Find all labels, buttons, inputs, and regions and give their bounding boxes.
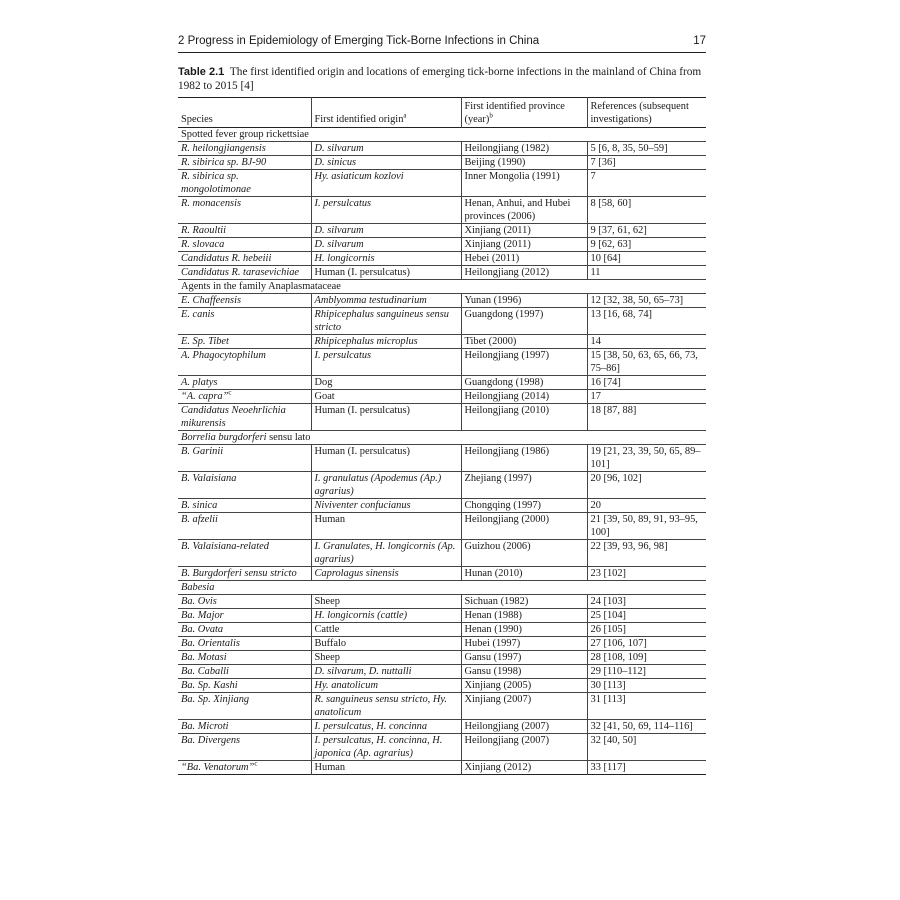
table-row xyxy=(178,513,706,540)
footnote-c: c xyxy=(228,388,232,397)
group-label-italic: Borrelia burgdorferi xyxy=(181,432,267,443)
origin-cell: Sheep xyxy=(311,595,461,609)
table-row xyxy=(178,349,706,376)
province-cell: Heilongjiang (2000) xyxy=(461,513,587,540)
province-cell: Guangdong (1997) xyxy=(461,308,587,335)
references-cell: 7 [36] xyxy=(590,157,616,168)
table-row xyxy=(178,266,706,280)
group-label: Spotted fever group rickettsiae xyxy=(178,128,706,142)
table-row xyxy=(178,499,706,513)
province-cell: Henan, Anhui, and Hubei provinces (2006) xyxy=(461,197,587,224)
origin-cell: Human (I. persulcatus) xyxy=(311,266,461,280)
table-row xyxy=(178,720,706,734)
references-cell: 31 [113] xyxy=(590,694,626,705)
species-name: Ba. Major xyxy=(181,610,224,621)
species-name: Candidatus Neoehrlichia mikurensis xyxy=(181,405,286,429)
references-cell: 25 [104] xyxy=(590,610,626,621)
references-cell: 16 [74] xyxy=(590,377,621,388)
table-row xyxy=(178,335,706,349)
species-name: B. sinica xyxy=(181,500,218,511)
province-cell: Tibet (2000) xyxy=(461,335,587,349)
province-cell: Heilongjiang (2007) xyxy=(461,734,587,761)
origin-cell: Rhipicephalus microplus xyxy=(311,335,461,349)
table-label: Table 2.1 xyxy=(178,66,225,78)
page-number: 17 xyxy=(693,35,706,47)
province-cell: Chongqing (1997) xyxy=(461,499,587,513)
footnote-c: c xyxy=(254,759,258,768)
province-cell: Heilongjiang (1982) xyxy=(461,142,587,156)
origin-cell: I. persulcatus xyxy=(311,197,461,224)
species-cell xyxy=(178,224,311,238)
group-label: Borrelia burgdorferi sensu lato xyxy=(178,431,706,445)
references-cell: 32 [40, 50] xyxy=(590,735,637,746)
origin-cell: D. silvarum, D. nuttalli xyxy=(311,665,461,679)
references-cell: 5 [6, 8, 35, 50–59] xyxy=(590,143,668,154)
table-row xyxy=(178,390,706,404)
references-cell: 22 [39, 93, 96, 98] xyxy=(590,541,668,552)
species-name: R. sibirica sp. BJ-90 xyxy=(181,157,267,168)
species-cell xyxy=(178,623,311,637)
origin-cell: Hy. asiaticum kozlovi xyxy=(311,170,461,197)
province-cell: Heilongjiang (2007) xyxy=(461,720,587,734)
references-cell: 28 [108, 109] xyxy=(590,652,647,663)
province-cell: Gansu (1998) xyxy=(461,665,587,679)
species-cell xyxy=(178,513,311,540)
table-row xyxy=(178,156,706,170)
origin-cell: Human xyxy=(311,513,461,540)
species-name: Ba. Motasi xyxy=(181,652,227,663)
province-cell: Xinjiang (2007) xyxy=(461,693,587,720)
province-cell: Sichuan (1982) xyxy=(461,595,587,609)
species-name: B. Burgdorferi sensu stricto xyxy=(181,568,297,579)
references-cell: 21 [39, 50, 89, 91, 93–95, 100] xyxy=(590,514,698,538)
province-cell: Hebei (2011) xyxy=(461,252,587,266)
species-name: E. canis xyxy=(181,309,215,320)
species-cell xyxy=(178,651,311,665)
references-cell: 20 xyxy=(590,500,601,511)
species-name: R. sibirica sp. mongolotimonae xyxy=(181,171,251,195)
province-cell: Xinjiang (2011) xyxy=(461,224,587,238)
origin-cell: R. sanguineus sensu stricto, Hy. anatolicum xyxy=(311,693,461,720)
table-row xyxy=(178,294,706,308)
references-cell: 7 xyxy=(590,171,596,182)
species-cell xyxy=(178,665,311,679)
table-row xyxy=(178,376,706,390)
origin-cell: Sheep xyxy=(311,651,461,665)
table-row xyxy=(178,623,706,637)
province-cell: Xinjiang (2005) xyxy=(461,679,587,693)
species-cell xyxy=(178,390,311,404)
origin-cell: D. silvarum xyxy=(311,238,461,252)
species-cell xyxy=(178,720,311,734)
references-cell: 13 [16, 68, 74] xyxy=(590,309,652,320)
references-cell: 30 [113] xyxy=(590,680,626,691)
references-cell: 18 [87, 88] xyxy=(590,405,637,416)
origin-cell: Buffalo xyxy=(311,637,461,651)
species-name: Ba. Sp. Kashi xyxy=(181,680,238,691)
species-cell xyxy=(178,761,311,775)
species-name: Candidatus R. hebeiii xyxy=(181,253,272,264)
species-name: E. Chaffeensis xyxy=(181,295,242,306)
province-cell: Guangdong (1998) xyxy=(461,376,587,390)
origin-cell: I. persulcatus, H. concinna xyxy=(311,720,461,734)
references-cell: 29 [110–112] xyxy=(590,666,647,677)
references-cell: 27 [106, 107] xyxy=(590,638,647,649)
origin-cell: D. sinicus xyxy=(311,156,461,170)
species-cell xyxy=(178,609,311,623)
species-name: A. platys xyxy=(181,377,218,388)
species-name: Ba. Divergens xyxy=(181,735,241,746)
table-row xyxy=(178,651,706,665)
group-row xyxy=(178,581,706,595)
origin-cell: D. silvarum xyxy=(311,142,461,156)
province-cell: Beijing (1990) xyxy=(461,156,587,170)
species-cell xyxy=(178,252,311,266)
origin-cell: H. longicornis xyxy=(311,252,461,266)
species-name: R. monacensis xyxy=(181,198,242,209)
species-cell xyxy=(178,170,311,197)
table-header-row xyxy=(178,98,706,128)
species-name: Ba. Caballi xyxy=(181,666,229,677)
species-name: Ba. Ovis xyxy=(181,596,217,607)
table-row xyxy=(178,540,706,567)
table-row xyxy=(178,472,706,499)
species-name: Ba. Sp. Xinjiang xyxy=(181,694,250,705)
group-row xyxy=(178,431,706,445)
province-cell: Hunan (2010) xyxy=(461,567,587,581)
references-cell: 15 [38, 50, 63, 65, 66, 73, 75–86] xyxy=(590,350,698,374)
species-name: E. Sp. Tibet xyxy=(181,336,229,347)
table-row xyxy=(178,734,706,761)
origin-cell: H. longicornis (cattle) xyxy=(311,609,461,623)
species-cell xyxy=(178,142,311,156)
references-cell: 26 [105] xyxy=(590,624,626,635)
table-row xyxy=(178,170,706,197)
species-name: “A. capra” xyxy=(181,391,229,402)
table-row xyxy=(178,445,706,472)
species-cell xyxy=(178,734,311,761)
chapter-title: 2 Progress in Epidemiology of Emerging Tick-Borne Infections in China xyxy=(178,35,540,47)
header-origin: First identified origin$^a$ xyxy=(311,98,461,128)
footnote-b: b xyxy=(489,111,493,120)
running-head xyxy=(178,34,706,53)
table-row xyxy=(178,197,706,224)
species-cell xyxy=(178,637,311,651)
species-name: B. Valaisiana xyxy=(181,473,237,484)
province-cell: Guizhou (2006) xyxy=(461,540,587,567)
species-cell xyxy=(178,376,311,390)
province-cell: Henan (1990) xyxy=(461,623,587,637)
species-name: Ba. Microti xyxy=(181,721,229,732)
group-row xyxy=(178,128,706,142)
species-cell xyxy=(178,335,311,349)
species-name: “Ba. Venatorum” xyxy=(181,762,255,773)
species-cell xyxy=(178,349,311,376)
group-label: Agents in the family Anaplasmataceae xyxy=(178,280,706,294)
species-cell xyxy=(178,679,311,693)
header-province: First identified province (year)$^b$ xyxy=(461,98,587,128)
table-row xyxy=(178,142,706,156)
province-cell: Heilongjiang (2012) xyxy=(461,266,587,280)
origin-cell: Cattle xyxy=(311,623,461,637)
species-cell xyxy=(178,472,311,499)
province-cell: Inner Mongolia (1991) xyxy=(461,170,587,197)
references-cell: 9 [37, 61, 62] xyxy=(590,225,647,236)
origin-cell: Rhipicephalus sanguineus sensu stricto xyxy=(311,308,461,335)
references-cell: 19 [21, 23, 39, 50, 65, 89–101] xyxy=(590,446,701,470)
footnote-a: a xyxy=(403,111,407,120)
species-name: Candidatus R. tarasevichiae xyxy=(181,267,300,278)
table-caption xyxy=(178,66,706,93)
references-cell: 11 xyxy=(590,267,601,278)
group-label: Babesia xyxy=(178,581,706,595)
species-cell xyxy=(178,197,311,224)
species-name: B. Valaisiana-related xyxy=(181,541,269,552)
species-cell xyxy=(178,238,311,252)
species-name: R. slovaca xyxy=(181,239,225,250)
species-name: A. Phagocytophilum xyxy=(181,350,266,361)
province-cell: Heilongjiang (2010) xyxy=(461,404,587,431)
references-cell: 10 [64] xyxy=(590,253,621,264)
references-cell: 17 xyxy=(590,391,601,402)
references-cell: 32 [41, 50, 69, 114–116] xyxy=(590,721,693,732)
references-cell: 8 [58, 60] xyxy=(590,198,632,209)
origin-cell: I. persulcatus xyxy=(311,349,461,376)
origin-cell: I. granulatus (Apodemus (Ap.) agrarius) xyxy=(311,472,461,499)
province-cell: Gansu (1997) xyxy=(461,651,587,665)
origin-cell: Human (I. persulcatus) xyxy=(311,445,461,472)
references-cell: 20 [96, 102] xyxy=(590,473,642,484)
origin-cell: Amblyomma testudinarium xyxy=(311,294,461,308)
references-cell: 33 [117] xyxy=(590,762,626,773)
table-body xyxy=(178,128,706,775)
header-references: References (subsequent investigations) xyxy=(590,101,689,125)
table-row xyxy=(178,567,706,581)
species-name: Ba. Orientalis xyxy=(181,638,240,649)
group-row xyxy=(178,280,706,294)
table-row xyxy=(178,252,706,266)
table-row xyxy=(178,637,706,651)
table-row xyxy=(178,693,706,720)
references-cell: 14 xyxy=(590,336,601,347)
species-cell xyxy=(178,595,311,609)
table-row xyxy=(178,609,706,623)
references-cell: 12 [32, 38, 50, 65–73] xyxy=(590,295,684,306)
species-name: R. heilongjiangensis xyxy=(181,143,266,154)
origin-cell: Human xyxy=(311,761,461,775)
origin-cell: I. Granulates, H. longicornis (Ap. agrarius) xyxy=(311,540,461,567)
table-row xyxy=(178,595,706,609)
table-row xyxy=(178,679,706,693)
species-cell xyxy=(178,567,311,581)
species-cell xyxy=(178,266,311,280)
header-species: Species xyxy=(178,98,311,128)
references-cell: 23 [102] xyxy=(590,568,626,579)
references-cell: 24 [103] xyxy=(590,596,626,607)
province-cell: Heilongjiang (2014) xyxy=(461,390,587,404)
species-cell xyxy=(178,445,311,472)
species-name: Ba. Ovata xyxy=(181,624,224,635)
origin-cell: Goat xyxy=(311,390,461,404)
province-cell: Henan (1988) xyxy=(461,609,587,623)
province-cell: Heilongjiang (1986) xyxy=(461,445,587,472)
origin-cell: Hy. anatolicum xyxy=(311,679,461,693)
province-cell: Heilongjiang (1997) xyxy=(461,349,587,376)
province-cell: Yunan (1996) xyxy=(461,294,587,308)
table-row xyxy=(178,308,706,335)
species-cell xyxy=(178,294,311,308)
species-cell xyxy=(178,404,311,431)
species-cell xyxy=(178,693,311,720)
species-cell xyxy=(178,540,311,567)
origin-cell: Human (I. persulcatus) xyxy=(311,404,461,431)
species-cell xyxy=(178,308,311,335)
species-name: B. Garinii xyxy=(181,446,224,457)
province-cell: Zhejiang (1997) xyxy=(461,472,587,499)
origin-cell: Niviventer confucianus xyxy=(311,499,461,513)
table-row xyxy=(178,665,706,679)
origin-cell: Caprolagus sinensis xyxy=(311,567,461,581)
province-cell: Xinjiang (2012) xyxy=(461,761,587,775)
species-cell xyxy=(178,156,311,170)
species-cell xyxy=(178,499,311,513)
origin-cell: I. persulcatus, H. concinna, H. japonica (Ap. agrarius) xyxy=(311,734,461,761)
table-row xyxy=(178,761,706,775)
table-row xyxy=(178,404,706,431)
species-name: R. Raoultii xyxy=(181,225,227,236)
species-name: B. afzelii xyxy=(181,514,218,525)
province-cell: Hubei (1997) xyxy=(461,637,587,651)
caption-text: The first identified origin and locations of emerging tick-borne infections in the mainland of China from 1982 to 2015 [4] xyxy=(178,66,702,92)
references-cell: 9 [62, 63] xyxy=(590,239,632,250)
origin-cell: D. silvarum xyxy=(311,224,461,238)
province-cell: Xinjiang (2011) xyxy=(461,238,587,252)
table-row xyxy=(178,238,706,252)
table-row xyxy=(178,224,706,238)
origin-cell: Dog xyxy=(311,376,461,390)
infections-table xyxy=(178,97,706,775)
